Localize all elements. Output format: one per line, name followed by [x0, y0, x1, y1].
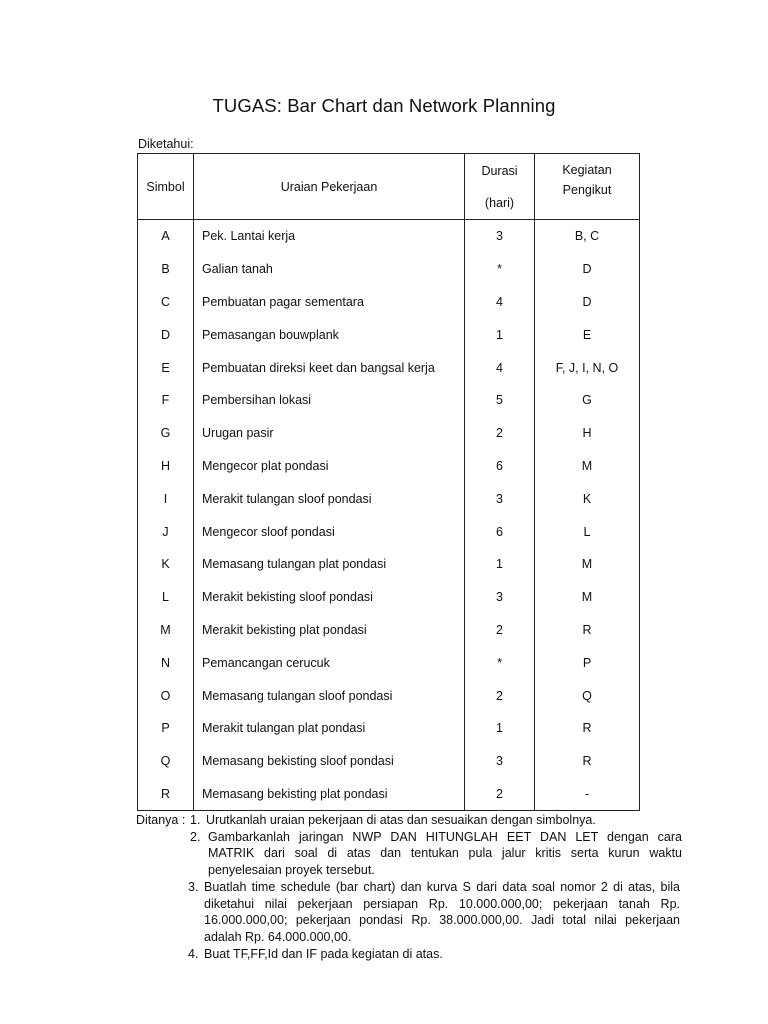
question-text: Buat TF,FF,Id dan IF pada kegiatan di atas. — [204, 946, 443, 961]
cell-description: Memasang tulangan plat pondasi — [194, 548, 465, 581]
table-row — [138, 417, 640, 450]
table-row — [138, 778, 640, 811]
cell-next-activity: R — [535, 712, 640, 745]
cell-description: Pembuatan direksi keet dan bangsal kerja — [194, 351, 465, 384]
cell-symbol: R — [138, 778, 194, 811]
cell-duration: 3 — [465, 581, 535, 614]
cell-description: Urugan pasir — [194, 417, 465, 450]
table-row — [138, 318, 640, 351]
cell-symbol: P — [138, 712, 194, 745]
cell-next-activity: M — [535, 548, 640, 581]
cell-description: Pembuatan pagar sementara — [194, 286, 465, 319]
cell-description: Mengecor sloof pondasi — [194, 515, 465, 548]
cell-duration: * — [465, 253, 535, 286]
cell-next-activity: R — [535, 745, 640, 778]
table-row — [138, 286, 640, 319]
header-next-line1: Kegiatan — [562, 162, 612, 177]
question-item-4 — [188, 946, 680, 963]
cell-description: Pek. Lantai kerja — [194, 220, 465, 253]
cell-duration: 6 — [465, 515, 535, 548]
header-duration-unit: (hari) — [484, 195, 515, 210]
cell-next-activity: D — [535, 286, 640, 319]
cell-symbol: K — [138, 548, 194, 581]
cell-duration: 1 — [465, 318, 535, 351]
cell-symbol: O — [138, 679, 194, 712]
cell-symbol: M — [138, 614, 194, 647]
table-row — [138, 450, 640, 483]
cell-symbol: L — [138, 581, 194, 614]
table-row — [138, 548, 640, 581]
cell-next-activity: D — [535, 253, 640, 286]
cell-next-activity: E — [535, 318, 640, 351]
table-row — [138, 679, 640, 712]
cell-next-activity: G — [535, 384, 640, 417]
cell-description: Mengecor plat pondasi — [194, 450, 465, 483]
table-row — [138, 646, 640, 679]
cell-description: Galian tanah — [194, 253, 465, 286]
table-body — [138, 220, 640, 811]
cell-duration: 2 — [465, 778, 535, 811]
cell-duration: 5 — [465, 384, 535, 417]
header-description: Uraian Pekerjaan — [194, 154, 465, 220]
question-number: 2. — [190, 829, 201, 844]
questions-prefix: Ditanya : — [136, 813, 186, 827]
cell-description: Memasang bekisting sloof pondasi — [194, 745, 465, 778]
cell-duration: * — [465, 646, 535, 679]
cell-duration: 2 — [465, 417, 535, 450]
question-text: Urutkanlah uraian pekerjaan di atas dan sesuaikan dengan simbolnya. — [206, 813, 596, 827]
question-number: 1. — [190, 813, 201, 827]
header-duration — [465, 154, 535, 220]
question-item-1 — [190, 812, 682, 829]
cell-next-activity: M — [535, 581, 640, 614]
cell-description: Merakit tulangan sloof pondasi — [194, 482, 465, 515]
table-row — [138, 745, 640, 778]
table-row — [138, 351, 640, 384]
header-next-activity — [535, 154, 640, 220]
cell-duration: 3 — [465, 220, 535, 253]
cell-next-activity: Q — [535, 679, 640, 712]
cell-symbol: F — [138, 384, 194, 417]
cell-symbol: C — [138, 286, 194, 319]
header-symbol: Simbol — [138, 154, 194, 220]
table-row — [138, 482, 640, 515]
cell-next-activity: R — [535, 614, 640, 647]
table-row — [138, 712, 640, 745]
table-row — [138, 515, 640, 548]
cell-next-activity: P — [535, 646, 640, 679]
cell-symbol: N — [138, 646, 194, 679]
cell-description: Memasang tulangan sloof pondasi — [194, 679, 465, 712]
table-row — [138, 614, 640, 647]
cell-duration: 4 — [465, 286, 535, 319]
cell-duration: 4 — [465, 351, 535, 384]
cell-next-activity: H — [535, 417, 640, 450]
activity-table — [137, 153, 640, 811]
page-title: TUGAS: Bar Chart dan Network Planning — [212, 95, 556, 116]
table-row — [138, 253, 640, 286]
cell-symbol: G — [138, 417, 194, 450]
cell-description: Pembersihan lokasi — [194, 384, 465, 417]
cell-symbol: H — [138, 450, 194, 483]
cell-duration: 3 — [465, 482, 535, 515]
cell-duration: 2 — [465, 614, 535, 647]
cell-duration: 3 — [465, 745, 535, 778]
cell-description: Pemasangan bouwplank — [194, 318, 465, 351]
given-label: Diketahui: — [138, 137, 194, 151]
question-item-2 — [190, 829, 682, 879]
cell-symbol: B — [138, 253, 194, 286]
cell-next-activity: K — [535, 482, 640, 515]
cell-symbol: Q — [138, 745, 194, 778]
question-text: Gambarkanlah jaringan NWP DAN HITUNGLAH EET DAN LET dengan cara MATRIK dari soal di atas dan tentukan pula jalur kritis serta kurun waktu penyelesaian proyek tersebut. — [208, 829, 682, 878]
table-row — [138, 581, 640, 614]
table-row — [138, 220, 640, 253]
cell-next-activity: L — [535, 515, 640, 548]
question-number: 3. — [188, 879, 199, 894]
cell-duration: 1 — [465, 712, 535, 745]
question-text: Buatlah time schedule (bar chart) dan kurva S dari data soal nomor 2 di atas, bila diketahui nilai pekerjaan persiapan Rp. 10.000.000,00; pekerjaan tanah Rp. 16.000.000,00; pekerjaan pondasi Rp. 38.000.000,00. Jadi total nilai pekerjaan adalah Rp. 64.000.000,00. — [204, 879, 680, 944]
cell-duration: 2 — [465, 679, 535, 712]
table-row — [138, 384, 640, 417]
question-number: 4. — [188, 946, 199, 961]
cell-duration: 6 — [465, 450, 535, 483]
cell-symbol: E — [138, 351, 194, 384]
cell-description: Merakit bekisting sloof pondasi — [194, 581, 465, 614]
table-header-row — [138, 154, 640, 220]
cell-symbol: I — [138, 482, 194, 515]
cell-symbol: J — [138, 515, 194, 548]
cell-description: Pemancangan cerucuk — [194, 646, 465, 679]
cell-description: Merakit bekisting plat pondasi — [194, 614, 465, 647]
cell-description: Memasang bekisting plat pondasi — [194, 778, 465, 811]
question-item-3 — [188, 879, 680, 946]
cell-symbol: A — [138, 220, 194, 253]
cell-next-activity: - — [535, 778, 640, 811]
cell-symbol: D — [138, 318, 194, 351]
cell-duration: 1 — [465, 548, 535, 581]
cell-next-activity: M — [535, 450, 640, 483]
header-duration-label: Durasi — [481, 163, 518, 178]
cell-next-activity: B, C — [535, 220, 640, 253]
cell-description: Merakit tulangan plat pondasi — [194, 712, 465, 745]
header-next-line2: Pengikut — [562, 182, 612, 197]
cell-next-activity: F, J, I, N, O — [535, 351, 640, 384]
